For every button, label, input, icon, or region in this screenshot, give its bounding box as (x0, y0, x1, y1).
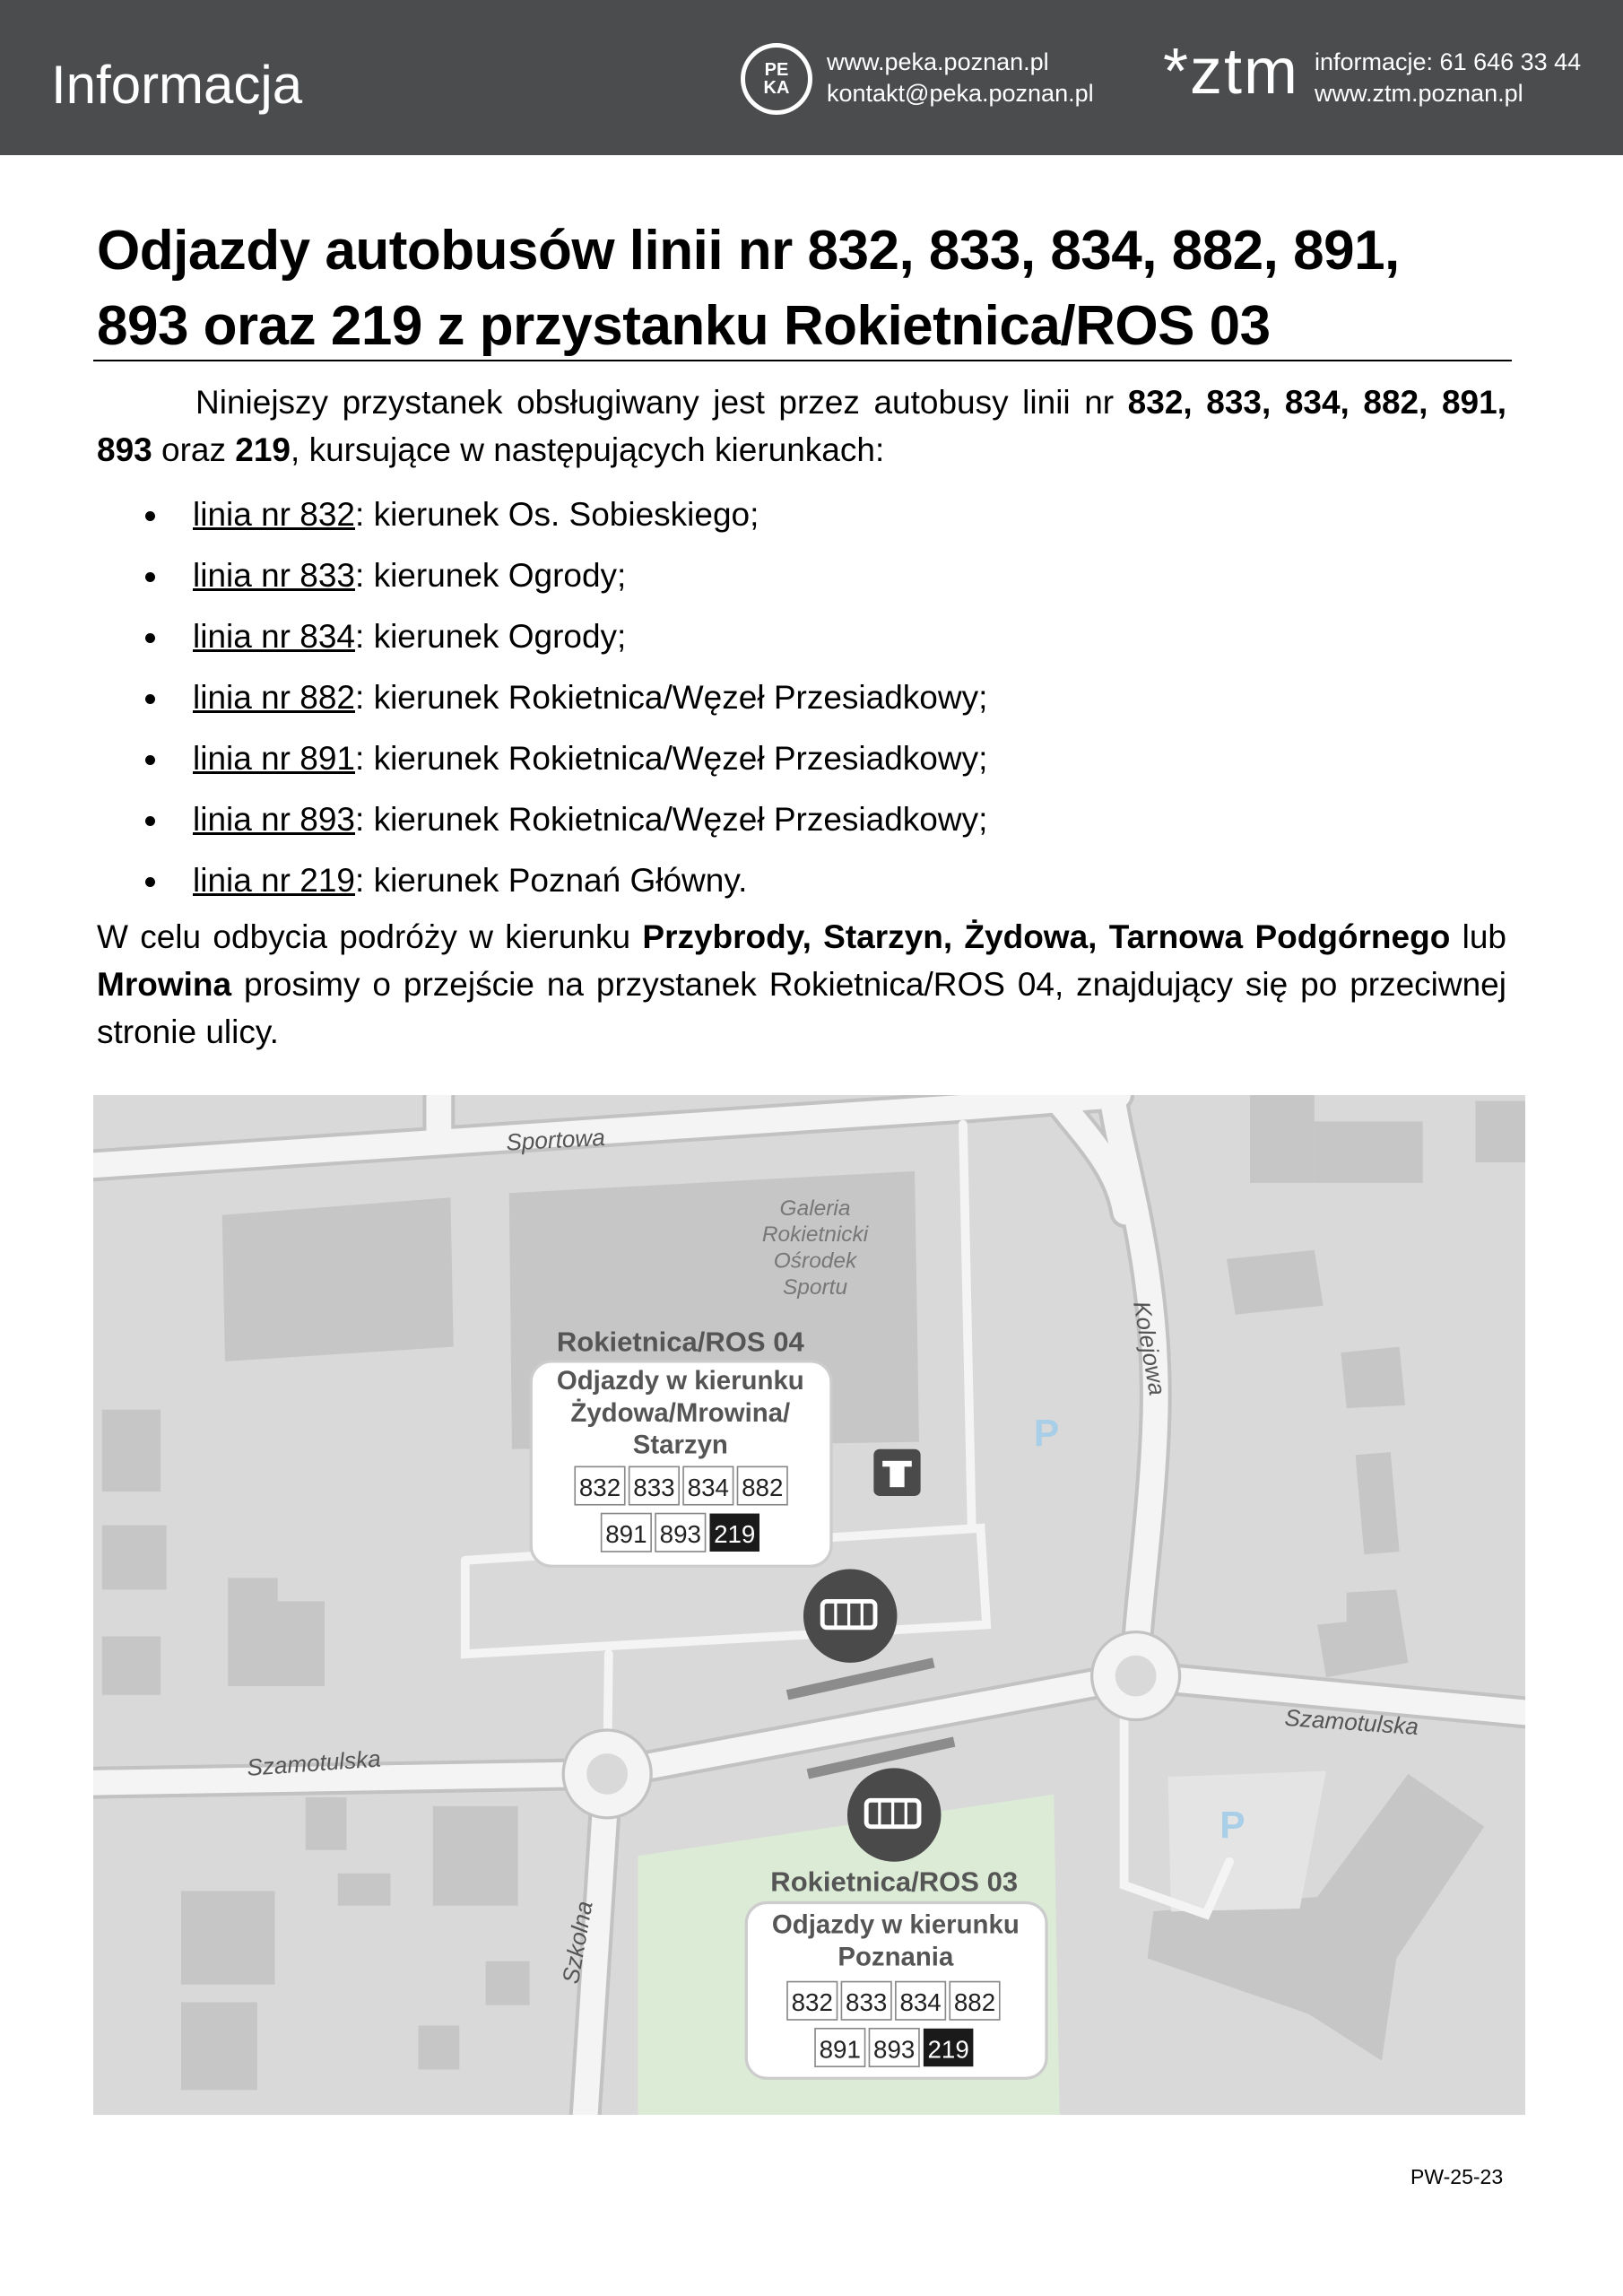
list-item (97, 789, 987, 850)
bullet-icon (145, 877, 155, 887)
header-title: Informacja (51, 55, 303, 115)
line-link[interactable]: linia nr 882 (193, 679, 356, 716)
route-badge: 832 (791, 1988, 833, 2017)
stop-direction-line: Odjazdy w kierunku (771, 1909, 1020, 1940)
stop-name: Rokietnica/ROS 04 (556, 1326, 804, 1358)
line-link[interactable]: linia nr 834 (193, 618, 356, 655)
route-badge: 891 (819, 2035, 861, 2064)
route-badge-highlighted: 219 (714, 1520, 756, 1549)
title-line-2: 893 oraz 219 z przystanku Rokietnica/ROS 03 (97, 295, 1271, 357)
peka-logo (741, 43, 812, 115)
building (181, 2002, 257, 2090)
intro-line-219: 219 (235, 431, 291, 468)
ztm-phone: informacje: 61 646 33 44 (1315, 48, 1582, 75)
ztm-logo: *ztm (1163, 36, 1299, 108)
ticket-machine-icon (873, 1449, 920, 1496)
route-badge: 833 (846, 1988, 888, 2017)
street-label-szkolna: Szkolna (556, 1899, 598, 1986)
building (1315, 1121, 1423, 1183)
route-badge: 882 (742, 1473, 784, 1501)
building (1475, 1101, 1525, 1163)
closing-text: lub (1450, 918, 1506, 955)
peka-web-link[interactable]: www.peka.poznan.pl (827, 48, 1049, 75)
closing-text: prosimy o przejście na przystanek Rokietnica/ROS 04, znajdujący się po przeciwnej stronie ulicy. (97, 966, 1506, 1050)
intro-text: , kursujące w następujących kierunkach: (291, 431, 885, 468)
parking-lot (1168, 1771, 1326, 1912)
document-code: PW-25-23 (1410, 2165, 1504, 2188)
intro-text: oraz (152, 431, 236, 468)
line-directions-list (97, 484, 987, 911)
bus-icon (847, 1768, 942, 1861)
header-bar (0, 0, 1623, 155)
direction-text: : kierunek Os. Sobieskiego; (355, 496, 759, 533)
direction-text: : kierunek Rokietnica/Węzeł Przesiadkowy; (355, 801, 988, 838)
parking-label: P (1219, 1804, 1245, 1847)
galeria-label-line: Galeria (779, 1196, 851, 1221)
peka-logo-bottom: KA (763, 78, 790, 98)
stop-direction-line: Odjazdy w kierunku (556, 1365, 804, 1396)
direction-text: : kierunek Rokietnica/Węzeł Przesiadkowy; (355, 679, 988, 716)
building (1227, 1250, 1324, 1315)
closing-destinations: Przybrody, Starzyn, Żydowa, Tarnowa Podgórnego (642, 918, 1451, 955)
direction-text: : kierunek Ogrody; (355, 618, 627, 655)
line-link[interactable]: linia nr 832 (193, 496, 356, 533)
direction-text: : kierunek Ogrody; (355, 557, 627, 594)
street-label-sportowa: Sportowa (505, 1123, 606, 1156)
stop-name: Rokietnica/ROS 03 (770, 1866, 1019, 1898)
ztm-contact (1315, 47, 1581, 109)
list-item (97, 484, 987, 545)
building (102, 1526, 167, 1590)
list-item (97, 850, 987, 911)
ztm-web-link[interactable]: www.ztm.poznan.pl (1315, 80, 1523, 107)
closing-destination-mrowina: Mrowina (97, 966, 232, 1003)
stop-direction-line: Poznania (838, 1942, 954, 1972)
street-label-szamotulska: Szamotulska (1283, 1703, 1419, 1741)
route-badge: 834 (899, 1988, 942, 2017)
bus-icon (803, 1570, 898, 1663)
building (102, 1410, 161, 1492)
building (1250, 1095, 1315, 1183)
page-title (97, 213, 1514, 364)
title-divider (93, 360, 1512, 361)
building (486, 1961, 530, 2005)
route-badge-highlighted: 219 (927, 2035, 969, 2064)
list-item (97, 606, 987, 667)
parking-label: P (1033, 1412, 1060, 1455)
intro-text: Niniejszy przystanek obsługiwany jest przez autobusy linii nr (195, 384, 1128, 421)
building (306, 1797, 347, 1850)
title-line-1: Odjazdy autobusów linii nr 832, 833, 834, 882, 891, (97, 220, 1400, 282)
bullet-icon (145, 755, 155, 765)
peka-email-link[interactable]: kontakt@peka.poznan.pl (827, 80, 1094, 107)
bullet-icon (145, 694, 155, 704)
closing-paragraph (97, 913, 1506, 1056)
list-item (97, 545, 987, 606)
bullet-icon (145, 633, 155, 643)
galeria-label-line: Rokietnicki (761, 1222, 869, 1248)
route-badge: 893 (873, 2035, 916, 2064)
route-badge: 891 (605, 1520, 647, 1549)
stop-direction-line: Starzyn (632, 1430, 728, 1460)
bullet-icon (145, 816, 155, 826)
direction-text: : kierunek Rokietnica/Węzeł Przesiadkowy; (355, 740, 988, 777)
building (181, 1891, 275, 1984)
line-link[interactable]: linia nr 893 (193, 801, 356, 838)
line-link[interactable]: linia nr 891 (193, 740, 356, 777)
list-item (97, 728, 987, 789)
list-item (97, 667, 987, 728)
building (1341, 1347, 1405, 1409)
line-link[interactable]: linia nr 833 (193, 557, 356, 594)
roundabout-island (1115, 1656, 1157, 1697)
closing-text: W celu odbycia podróży w kierunku (97, 918, 643, 955)
route-badge: 893 (659, 1520, 701, 1549)
line-link[interactable]: linia nr 219 (193, 862, 356, 899)
stop-direction-line: Żydowa/Mrowina/ (570, 1397, 791, 1428)
direction-text: : kierunek Poznań Główny. (355, 862, 748, 899)
building (338, 1874, 391, 1906)
building (102, 1637, 161, 1695)
building (222, 1197, 454, 1361)
building (433, 1806, 518, 1906)
peka-logo-top: PE (764, 60, 789, 80)
roundabout-island (586, 1753, 628, 1795)
galeria-label-line: Ośrodek (773, 1248, 857, 1274)
street-label-szamotulska: Szamotulska (246, 1744, 382, 1781)
route-badge: 834 (687, 1473, 729, 1501)
street-label-kolejowa: Kolejowa (1128, 1299, 1172, 1398)
building (419, 2025, 460, 2069)
stop-card-ros-04 (531, 1326, 831, 1566)
bullet-icon (145, 572, 155, 582)
intro-lines: 832, 833, 834, 882, 891, 893 (97, 384, 1506, 468)
intro-paragraph (97, 378, 1506, 474)
route-badge: 833 (633, 1473, 675, 1501)
stop-map (93, 1095, 1525, 2115)
peka-contact (827, 47, 1094, 109)
route-badge: 882 (953, 1988, 996, 2017)
galeria-label-line: Sportu (782, 1274, 848, 1300)
route-badge: 832 (578, 1473, 621, 1501)
bullet-icon (145, 511, 155, 521)
